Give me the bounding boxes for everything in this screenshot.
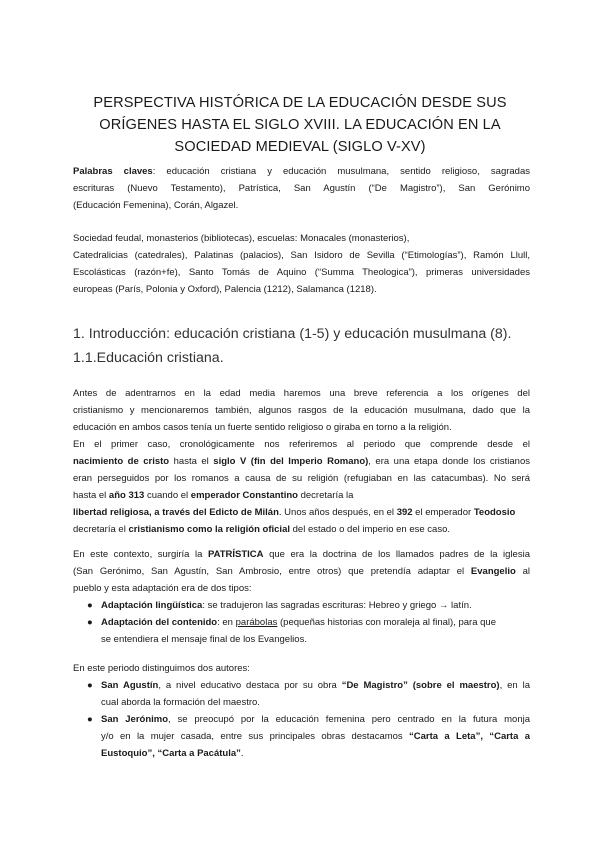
intro-paragraph [73,385,530,538]
bold-term: año 313 [108,490,145,501]
list-item [73,614,530,648]
bold-term: San Agustín [101,680,159,691]
bullet-icon: ● [87,600,93,611]
text-line [73,487,530,504]
text-line: se entendiera el mensaje final de los Evangelios. [101,634,307,645]
text-span: y/o en la mujer casada, entre sus principales obras destacamos [101,731,410,742]
text-line: En el primer caso, cronológicamente nos referiremos al periodo que comprende desde el [73,439,530,450]
bold-term: San Jerónimo [101,714,169,725]
section-heading: 1. Introducción: educación cristiana (1-5) y educación musulmana (8). [73,326,512,342]
text-line: Sociedad feudal, monasterios (bibliotecas), escuelas: Monacales (monasterios), [73,233,410,244]
document-title [60,92,540,158]
text-line [73,546,530,563]
text-span: , era una etapa donde los cristianos [368,456,530,467]
bold-term: siglo V (fin del Imperio Romano) [213,456,369,467]
authors-list [73,677,530,762]
text-line: (Educación Femenina), Corán, Algazel. [73,200,239,211]
bold-term: Teodosio [473,507,516,518]
text-span: hasta el [73,490,109,501]
keywords-paragraph [73,163,530,214]
text-line [101,597,530,614]
keywords-label: Palabras claves [73,166,153,177]
authors-intro: En este periodo distinguimos dos autores: [73,663,250,674]
text-span: . [240,748,244,759]
subsection-heading: 1.1.Educación cristiana. [73,350,224,366]
society-paragraph [73,230,530,298]
text-line [101,728,530,745]
text-line [101,677,530,694]
text-line [73,521,530,538]
bold-term: Adaptación lingüística [101,600,203,611]
underlined-term: parábolas [235,617,278,628]
text-span: decretaría el [73,524,129,535]
bold-term: 392 [396,507,413,518]
text-span: al [515,566,530,577]
bullet-icon: ● [87,680,93,691]
patristica-paragraph [73,546,530,597]
text-span: decretaría la [297,490,354,501]
bullet-icon: ● [87,617,93,628]
text-line: Antes de adentrarnos en la edad media haremos una breve referencia a los orígenes del [73,388,530,399]
text-line: cristianismo y mencionaremos también, algunos rasgos de la educación musulmana, dado que la [73,405,530,416]
text-line: europeas (París, Polonia y Oxford), Palencia (1212), Salamanca (1218). [73,284,377,295]
list-item [73,597,530,614]
text-span: , a nivel educativo destaca por su obra [158,680,342,691]
title-line: PERSPECTIVA HISTÓRICA DE LA EDUCACIÓN DESDE SUS [93,95,507,111]
text-line: pueblo y esta adaptación era de dos tipos: [73,583,252,594]
text-line: Escolásticas (razón+fe), Santo Tomás de Aquino (“Summa Theologica”), primeras universidades [73,267,530,278]
text-line [73,163,530,180]
text-line [101,745,530,762]
text-span: En este contexto, surgiría la [73,549,208,560]
bold-term: Adaptación del contenido [101,617,218,628]
bold-term: PATRÍSTICA [207,549,264,560]
text-line [73,563,530,580]
text-span: : educación cristiana y educación musulmana, sentido religioso, sagradas [152,166,530,177]
text-span: , en la [499,680,530,691]
text-span: (pequeñas historias con moraleja al final), para que [277,617,496,628]
text-line: educación en ambos casos tenía un fuerte sentido religioso o giraba en torno a la religión. [73,422,452,433]
text-line [73,453,530,470]
text-line [101,711,530,728]
adaptation-list [73,597,530,648]
text-span: : en [217,617,236,628]
text-span: , se preocupó por la educación femenina pero centrado en la futura monja [168,714,530,725]
text-line: Catedralicias (catedrales), Palatinas (palacios), San Isidoro de Sevilla (“Etimologías”), Ramón Llull, [73,250,530,261]
text-line [73,504,530,521]
text-span: hasta el [169,456,214,467]
text-span: (San Gerónimo, San Agustín, San Ambrosio, entre otros) que pretendía adaptar el [73,566,471,577]
text-span: . Unos años después, en el [278,507,397,518]
list-item [73,711,530,762]
text-line: cual aborda la formación del maestro. [101,697,260,708]
bold-term: emperador Constantino [190,490,298,501]
bold-term: cristianismo como la religión oficial [128,524,290,535]
text-span: cuando el [144,490,191,501]
list-item [73,677,530,711]
bold-term: nacimiento de cristo [73,456,170,467]
bold-term: “De Magistro” (sobre el maestro) [341,680,500,691]
bold-term: Eustoquio”, “Carta a Pacátula” [101,748,241,759]
bullet-icon: ● [87,714,93,725]
text-line: eran perseguidos por los romanos a causa de su religión (refugiaban en las catacumbas). No será [73,473,530,484]
bold-term: “Carta a Leta”, “Carta a [409,731,531,742]
text-span: del estado o del imperio en ese caso. [290,524,451,535]
text-span: : se tradujeron las sagradas escrituras: Hebreo y griego → latín. [202,600,472,611]
text-line: escrituras (Nuevo Testamento), Patrística, San Agustín (“De Magistro”), San Gerónimo [73,183,530,194]
title-line: SOCIEDAD MEDIEVAL (SIGLO V-XV) [174,139,426,155]
bold-term: libertad religiosa, a través del Edicto de Milán [73,507,279,518]
text-line [101,614,530,631]
bold-term: Evangelio [470,566,516,577]
title-line: ORÍGENES HASTA EL SIGLO XVIII. LA EDUCACIÓN EN LA [99,117,501,133]
text-span: el emperador [412,507,474,518]
text-span: que era la doctrina de los llamados padres de la iglesia [263,549,530,560]
